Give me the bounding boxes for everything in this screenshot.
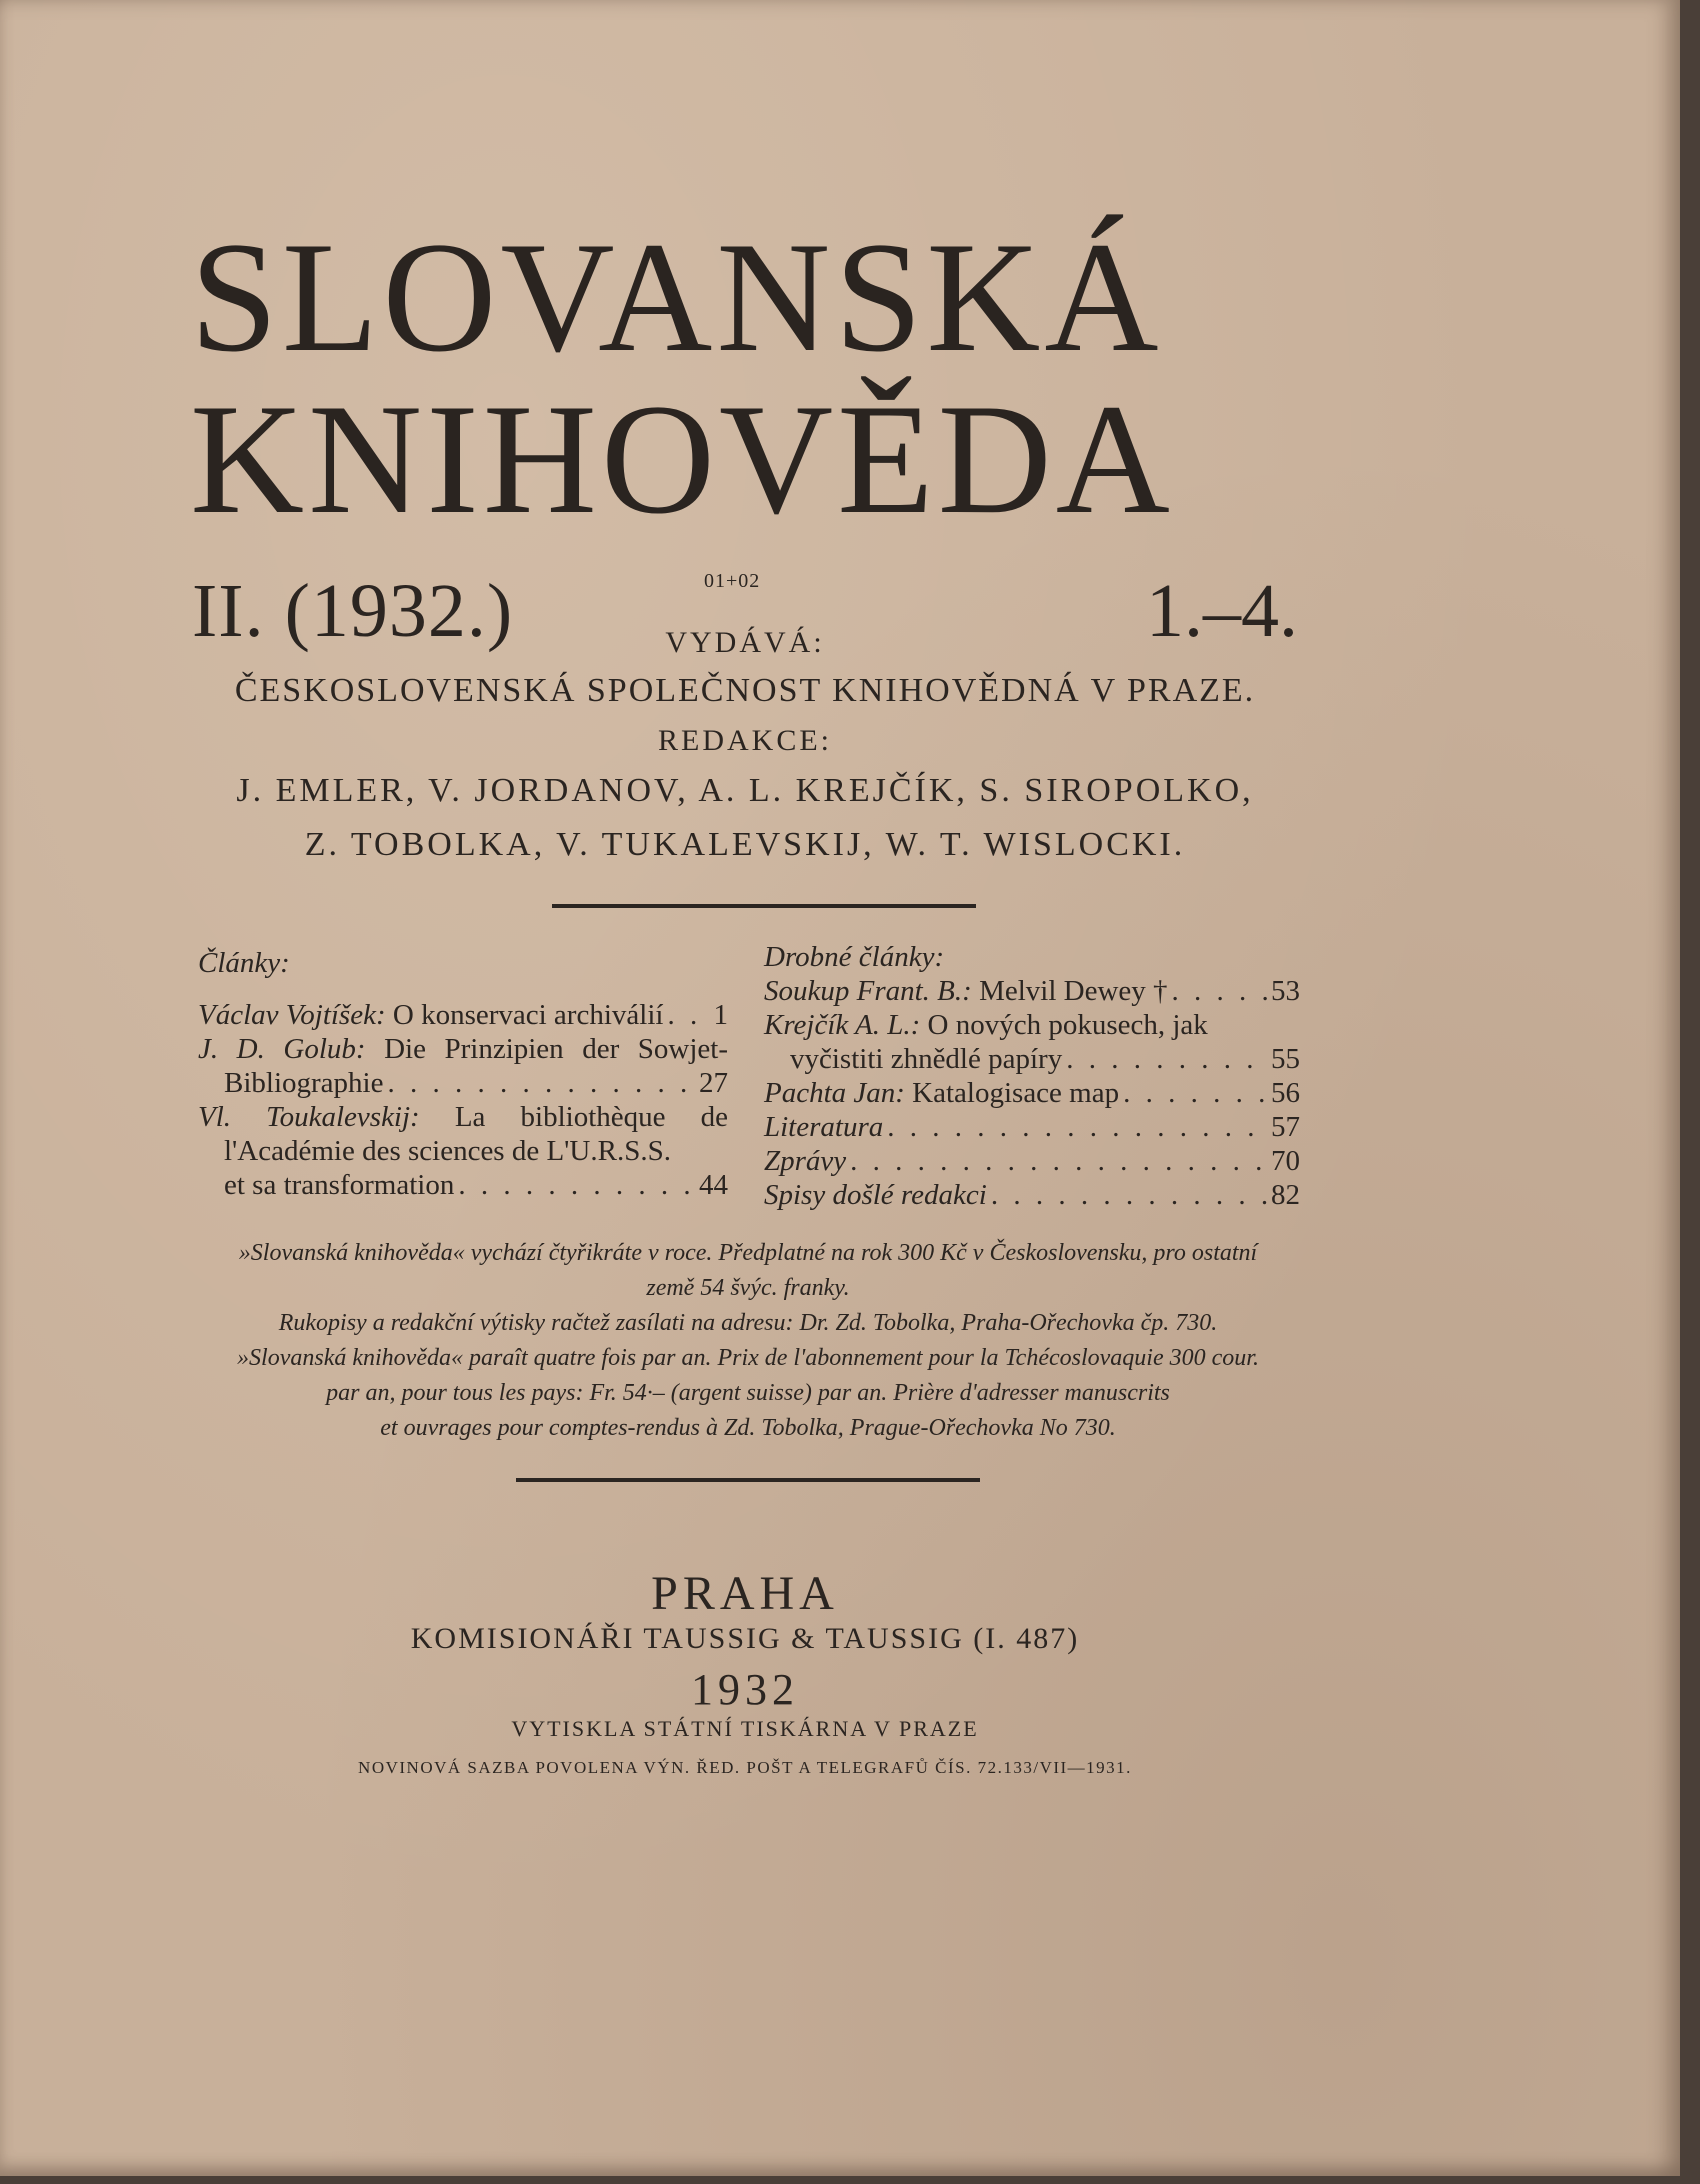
toc-leader xyxy=(458,1168,695,1202)
toc-short-articles-heading: Drobné články: xyxy=(764,941,945,973)
journal-title-line-1: SLOVANSKÁ xyxy=(190,210,1163,385)
toc-entry xyxy=(198,1032,728,1100)
issue-numbers: 1.–4. xyxy=(1146,569,1298,653)
toc-author: J. D. Golub: xyxy=(198,1033,366,1065)
toc-title: O konservaci archiválií xyxy=(385,999,664,1031)
imprint-year: 1932 xyxy=(691,1665,799,1714)
toc-articles xyxy=(198,946,728,1202)
toc-entry xyxy=(198,1100,728,1202)
toc-leader xyxy=(1123,1076,1267,1110)
toc-author: Literatura xyxy=(764,1111,884,1143)
toc-title-continued: et sa transformation xyxy=(224,1169,455,1201)
editorial-board-label: REDAKCE: xyxy=(658,724,832,757)
journal-title-line-2: KNIHOVĚDA xyxy=(190,372,1174,547)
notice-line: »Slovanská knihověda« vychází čtyřikráte v roce. Předplatné na rok 300 Kč v Československu, pro ostatní xyxy=(238,1240,1258,1266)
toc-author: Zprávy xyxy=(764,1145,847,1177)
toc-page: 44 xyxy=(699,1169,728,1201)
toc-title: O nových pokusech, jak xyxy=(920,1009,1208,1041)
toc-leader xyxy=(850,1144,1267,1178)
editors-line-2: Z. TOBOLKA, V. TUKALEVSKIJ, W. T. WISLOCKI. xyxy=(304,826,1186,863)
toc-page: 56 xyxy=(1271,1077,1300,1109)
toc-page: 1 xyxy=(713,999,728,1031)
toc-entry xyxy=(764,1008,1300,1076)
toc-title: Katalogisace map xyxy=(904,1077,1120,1109)
toc-title-continued: l'Académie des sciences de L'U.R.S.S. xyxy=(224,1135,671,1167)
toc-entry xyxy=(764,974,1300,1008)
toc-leader xyxy=(991,1178,1267,1212)
imprint-city: PRAHA xyxy=(651,1567,839,1620)
toc-entry xyxy=(764,1178,1300,1212)
notice-line: země 54 švýc. franky. xyxy=(646,1275,850,1301)
toc-title: Melvil Dewey † xyxy=(971,975,1168,1007)
notice-line: Rukopisy a redakční výtisky račtež zasílati na adresu: Dr. Zd. Tobolka, Praha-Ořechovka čp. 730. xyxy=(278,1310,1218,1336)
divider-bottom xyxy=(516,1478,980,1482)
toc-page: 27 xyxy=(699,1067,728,1099)
toc-author: Krejčík A. L.: xyxy=(764,1009,921,1041)
toc-author: Pachta Jan: xyxy=(764,1077,905,1109)
toc-author: Spisy došlé redakci xyxy=(764,1179,987,1211)
editors-line-1: J. EMLER, V. JORDANOV, A. L. KREJČÍK, S. SIROPOLKO, xyxy=(236,772,1254,809)
toc-leader xyxy=(1066,1042,1267,1076)
toc-leader xyxy=(887,1110,1267,1144)
toc-entry xyxy=(764,1144,1300,1178)
toc-page: 82 xyxy=(1271,1179,1300,1211)
toc-author: Soukup Frant. B.: xyxy=(764,975,972,1007)
notice-line: par an, pour tous les pays: Fr. 54·– (argent suisse) par an. Prière d'adresser manuscrits xyxy=(326,1380,1170,1406)
toc-title: Die Prinzipien der Sowjet- xyxy=(365,1033,728,1065)
divider-top xyxy=(552,904,976,908)
imprint-commission: KOMISIONÁŘI TAUSSIG & TAUSSIG (I. 487) xyxy=(410,1622,1080,1655)
toc-entry xyxy=(764,1076,1300,1110)
toc-entry xyxy=(764,1110,1300,1144)
toc-leader xyxy=(387,1066,695,1100)
toc-page: 53 xyxy=(1271,975,1300,1007)
toc-leader xyxy=(667,998,709,1032)
imprint-printer: VYTISKLA STÁTNÍ TISKÁRNA V PRAZE xyxy=(511,1716,979,1741)
subscription-notice xyxy=(196,1236,1300,1446)
published-by-label: VYDÁVÁ: xyxy=(665,626,825,659)
notice-line: »Slovanská knihověda« paraît quatre fois par an. Prix de l'abonnement pour la Tchécoslovaquie 300 cour. xyxy=(237,1345,1259,1371)
imprint-permit: NOVINOVÁ SAZBA POVOLENA VÝN. ŘED. POŠT A TELEGRAFŮ ČÍS. 72.133/VII—1931. xyxy=(358,1758,1132,1777)
toc-page: 57 xyxy=(1271,1111,1300,1143)
catalog-code: 01+02 xyxy=(704,570,761,592)
publisher-name: ČESKOSLOVENSKÁ SPOLEČNOST KNIHOVĚDNÁ V PRAZE. xyxy=(234,672,1256,709)
toc-short-articles xyxy=(764,940,1300,1212)
toc-page: 70 xyxy=(1271,1145,1300,1177)
notice-line: et ouvrages pour comptes-rendus à Zd. Tobolka, Prague-Ořechovka No 730. xyxy=(380,1415,1116,1441)
toc-title-continued: Bibliographie xyxy=(224,1067,384,1099)
toc-entry xyxy=(198,998,728,1032)
toc-page: 55 xyxy=(1271,1043,1300,1075)
volume-number: II. (1932.) xyxy=(192,569,514,653)
toc-author: Václav Vojtíšek: xyxy=(198,999,386,1031)
toc-author: Vl. Toukalevskij: xyxy=(198,1101,420,1133)
toc-title: La bibliothèque de xyxy=(419,1101,728,1133)
toc-title-continued: vyčistiti zhnědlé papíry xyxy=(790,1043,1063,1075)
toc-articles-heading: Články: xyxy=(198,947,290,979)
toc-leader xyxy=(1172,974,1267,1008)
